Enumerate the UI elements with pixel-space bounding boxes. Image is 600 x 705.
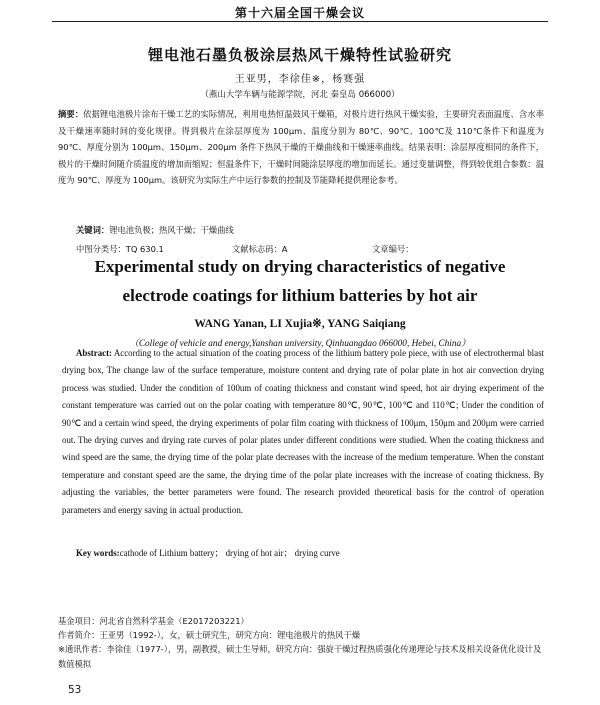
chinese-keywords-label: 关键词：: [76, 225, 110, 235]
footnote-author: 作者简介：王亚男（1992-），女，硕士研究生，研究方向：锂电池极片的热风干燥: [58, 630, 361, 641]
english-authors: WANG Yanan, LI Xujia※, YANG Saiqiang: [194, 318, 406, 330]
footnote-correspond: ※通讯作者：李徐佳（1977-），男，副教授，硕士生导师，研究方向：强旋干燥过程热质强化传递理论与技术及相关设备优化设计及数值模拟: [58, 644, 542, 669]
document-code-label: 文献标志码：: [232, 244, 282, 254]
article-number: 文章编号：: [372, 244, 414, 254]
english-abstract: [62, 345, 544, 519]
chinese-title: 锂电池石墨负极涂层热风干燥特性试验研究: [147, 46, 452, 64]
english-keywords-label: Key words:: [76, 548, 120, 558]
english-title-line1: Experimental study on drying characteristics of negative: [94, 257, 506, 276]
chinese-abstract-label: 摘要：: [58, 109, 84, 119]
chinese-authors: 王亚男，李徐佳※，杨赛强: [234, 74, 366, 85]
document-code-value: A: [281, 244, 288, 254]
conference-header: 第十六届全国干燥会议: [234, 6, 365, 20]
document-code: [232, 243, 287, 255]
page-number: 53: [68, 684, 82, 696]
header-rule: [52, 21, 548, 22]
footnotes: [58, 614, 548, 671]
chinese-abstract: [58, 106, 544, 189]
english-abstract-text: According to the actual situation of the coating process of the lithium battery pole piece, with use of electrothermal blast drying box, The change law of the surface temperature, moisture content and drying rate of polar plate in hot air convection drying process was studied. Under the condition of 100um of coating thickness and constant wind speed, hot air drying experiment of the constant temperature was carried out on the polar coating with temperature 80℃, 90℃, 100℃ and 110℃; Under the condition of 90℃ and a certain wind speed, the drying experiments of polar film coating with thickness of 100μm, 150μm and 200μm were carried out. The drying curves and drying rate curves of polar plates under different conditions were studied. When the coating thickness and wind speed are the same, the drying time of the polar plate decreases with the increase of the medium temperature. When the constant temperature and constant speed are the same, the drying time of the polar plate increases with the increase of coating thickness. By adjusting the variables, the better parameters were found. The research provided theoretical basis for the control of operation parameters and energy saving in actual production.: [62, 348, 544, 515]
classification-number: [76, 243, 164, 255]
chinese-affiliation: （燕山大学车辆与能源学院，河北 秦皇岛 066000）: [200, 90, 400, 100]
classification-value: TQ 630.1: [125, 244, 164, 254]
english-affiliation: （College of vehicle and energy,Yanshan university, Qinhuangdao 066000, Hebei, China）: [129, 339, 471, 349]
chinese-keywords: [76, 224, 546, 236]
english-title-line2: electrode coatings for lithium batteries by hot air: [122, 286, 478, 305]
english-keywords-text: cathode of Lithium battery； drying of hot air； drying curve: [119, 548, 340, 558]
english-keywords: [76, 546, 546, 559]
english-abstract-label: Abstract:: [76, 348, 112, 358]
chinese-abstract-text: 依据锂电池极片涂布干燥工艺的实际情况，利用电热恒温鼓风干燥箱，对极片进行热风干燥实验，主要研究表面温度、含水率及干燥速率随时间的变化规律。得到极片在涂层厚度为 100μm、温度分别为 80℃、90℃、100℃及 110℃条件下和温度为 90℃、厚度分别为 100μm、150μm、200μm 条件下热风干燥的干燥曲线和干燥速率曲线。结果表明：涂层厚度相同的条件下，极片的干燥时间随介质温度的增加而缩短；恒温条件下，干燥时间随涂层厚度的增加而延长。通过变量调整，得到较优组合参数：温度为 90℃、厚度为 100μm。该研究为实际生产中运行参数的控制及节能降耗提供理论参考。: [58, 109, 544, 185]
classification-label: 中图分类号：: [76, 244, 126, 254]
chinese-keywords-text: 锂电池负极；热风干燥；干燥曲线: [109, 225, 234, 235]
footnote-fund: 基金项目：河北省自然科学基金（E2017203221）: [58, 616, 249, 626]
